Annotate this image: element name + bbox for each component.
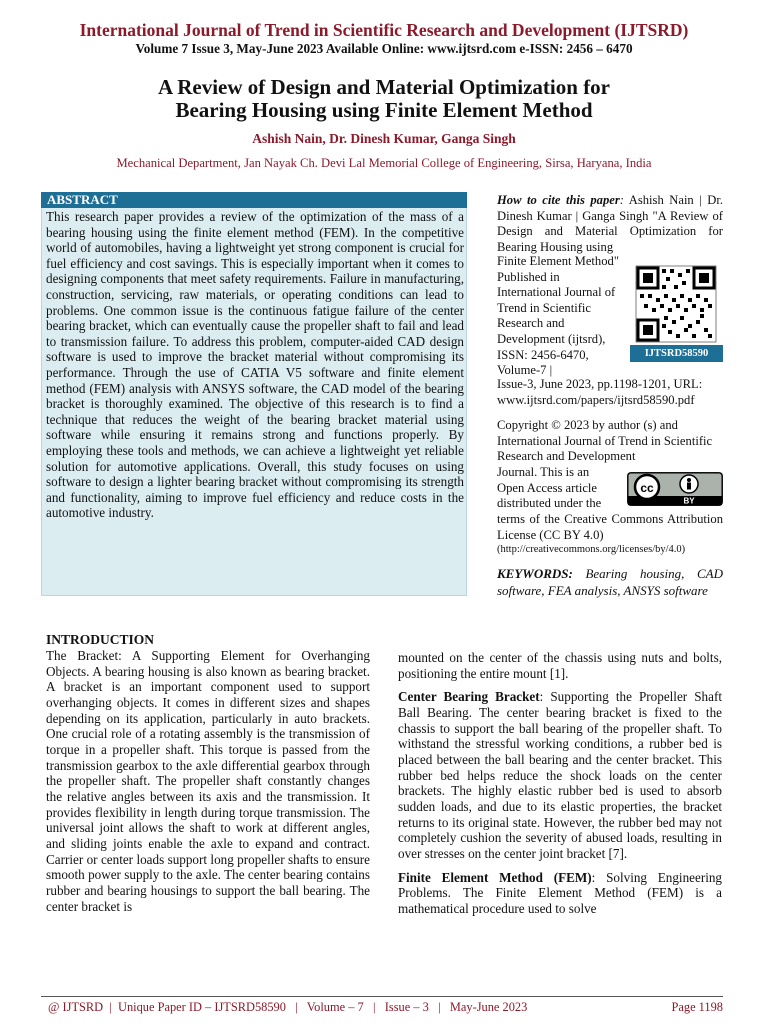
footer-rule [41,996,723,997]
center-bearing-heading: Center Bearing Bracket [398,689,540,705]
abstract-heading: ABSTRACT [41,192,467,208]
copyright-text-top [497,418,723,465]
copyright-line: Copyright © 2023 by author (s) and International Journal of Trend in Scientific Research and Development [497,418,713,464]
footer [48,1000,723,1015]
right-para-3 [398,870,722,917]
page-number: Page 1198 [671,1000,723,1014]
qr-code-label: IJTSRD58590 [630,345,723,362]
paper-title-line-2: Bearing Housing using Finite Element Method [175,98,593,122]
citation-text-narrow: Finite Element Method" Published in International Journal of Trend in Scientific Research and Development (ijtsrd), ISSN: 2456-6470, Volume-7 | [497,254,619,378]
citation-top: How to cite this paper: Ashish Nain | Dr. Dinesh Kumar | Ganga Singh "A Review of Design and Material Optimization for Bearing Housing using [497,193,723,254]
abstract-text: This research paper provides a review of the optimization of the mass of a bearing housing using the finite element method (FEM). In the competitive world of automobiles, having a lightweight yet strong component is crucial for fuel efficiency and cost savings. This is especially important when it comes to designing components that meet safety requirements. Failure in manufacturing, construction, servicing, raw materials, or operating conditions can lead to problems. One common issue is the continuous fatigue failure of the center bearing bracket, which can eventually cause the propeller shaft to fail and lead to transmission failure. To address this problem, computer-aided CAD design software is used to improve the bracket material without compromising its performance. Through the use of CATIA V5 software and finite element method (FEM) analysis with ANSYS software, the CAD model of the bearing bracket is thoroughly examined. The objective of this research is to find a technique that reduces the weight of the bearing bracket material using software while ensuring it remains strong and functions properly. By employing these tools and methods, we can achieve a lightweight yet reliable solution for automotive applications. Overall, this study focuses on using software to design a lighter bearing bracket without compromising its strength and functionality, aiming to improve fuel efficiency and reduce costs in the automotive industry. [46,209,464,521]
journal-title: International Journal of Trend in Scientific Research and Development (IJTSRD) [79,20,689,40]
paper-title [0,76,768,122]
citation-label: How to cite this paper [497,193,620,207]
cc-by-text: BY [683,496,695,506]
intro-text: The Bracket: A Supporting Element for Overhanging Objects. A bearing housing is also known as bearing bracket. A bracket is an important component used to support overhanging objects. It comes in different sizes and shapes depending on its application, particularly in auto brackets. One crucial role of a rotating assembly is the transmission of torque in a propeller shaft. This torque is passed from the transmission gearbox to the axle differential gearbox through the propeller shaft. The propeller shaft constantly changes the relative angles between its axis and the transmission. It provides flexibility in length during torque transmission. The universal joint allows the shaft to work at different angles, and sliding joints enable the axle to expand and contract. Carrier or center loads support long propeller shafts to ensure smooth power supply to the axle. The center bearing contains rubber and bearing housings to support the ball bearing. The center bracket is [46,648,370,914]
right-para-2-text: : Supporting the Propeller Shaft Ball Bearing. The center bearing bracket is fixed to the chassis to support the ball bearing of the propeller shaft. To withstand the stressful working conditions, a rubber bed is placed between the ball bearing and the center bracket. This rubber bed helps reduce the shock loads on the center brackets. The highly elastic rubber bed is used to absorb sudden loads, and due to its elastic properties, the bracket returns to its original state. However, the rubber bed may not completely cushion the severity of abused loads, resulting in over stresses on the center joint bracket [7]. [398,689,722,861]
citation-text-bottom: Issue-3, June 2023, pp.1198-1201, URL: www.ijtsrd.com/papers/ijtsrd58590.pdf [497,377,703,407]
intro-heading: INTRODUCTION [46,632,155,647]
citation-text-top: Ashish Nain | Dr. Dinesh Kumar | Ganga Singh "A Review of Design and Material Optimization for Bearing Housing using [497,193,723,254]
keywords-label: KEYWORDS: [497,566,573,581]
qr-code-icon [630,264,723,344]
fem-heading: Finite Element Method (FEM) [398,869,592,885]
paper-title-line-1: A Review of Design and Material Optimization for [157,75,611,99]
right-column-body [398,650,722,925]
journal-subtitle: Volume 7 Issue 3, May-June 2023 Available Online: www.ijtsrd.com e-ISSN: 2456 – 6470 [135,41,633,56]
right-para-3-text: : Solving Engineering Problems. The Finite Element Method (FEM) is a mathematical procedure used to solve [398,869,722,916]
keywords [497,565,723,599]
copyright-url[interactable]: (http://creativecommons.org/licenses/by/4.0) [497,544,686,555]
copyright-text-narrow: Journal. This is an Open Access article distributed under the [497,465,602,511]
authors: Ashish Nain, Dr. Dinesh Kumar, Ganga Singh [252,131,516,146]
creative-commons-badge-icon [627,472,723,506]
svg-text:cc: cc [640,481,654,495]
copyright-text-bottom: terms of the Creative Commons Attribution License (CC BY 4.0) [497,512,723,542]
right-para-1: mounted on the center of the chassis using nuts and bolts, positioning the entire mount [1]. [398,650,722,681]
right-para-2 [398,689,722,861]
keywords-text: Bearing housing, CAD software, FEA analysis, ANSYS software [497,566,723,598]
affiliation: Mechanical Department, Jan Nayak Ch. Devi Lal Memorial College of Engineering, Sirsa, Haryana, India [116,156,652,170]
footer-left: @ IJTSRD | Unique Paper ID – IJTSRD58590 | Volume – 7 | Issue – 3 | May-June 2023 [48,1000,528,1014]
